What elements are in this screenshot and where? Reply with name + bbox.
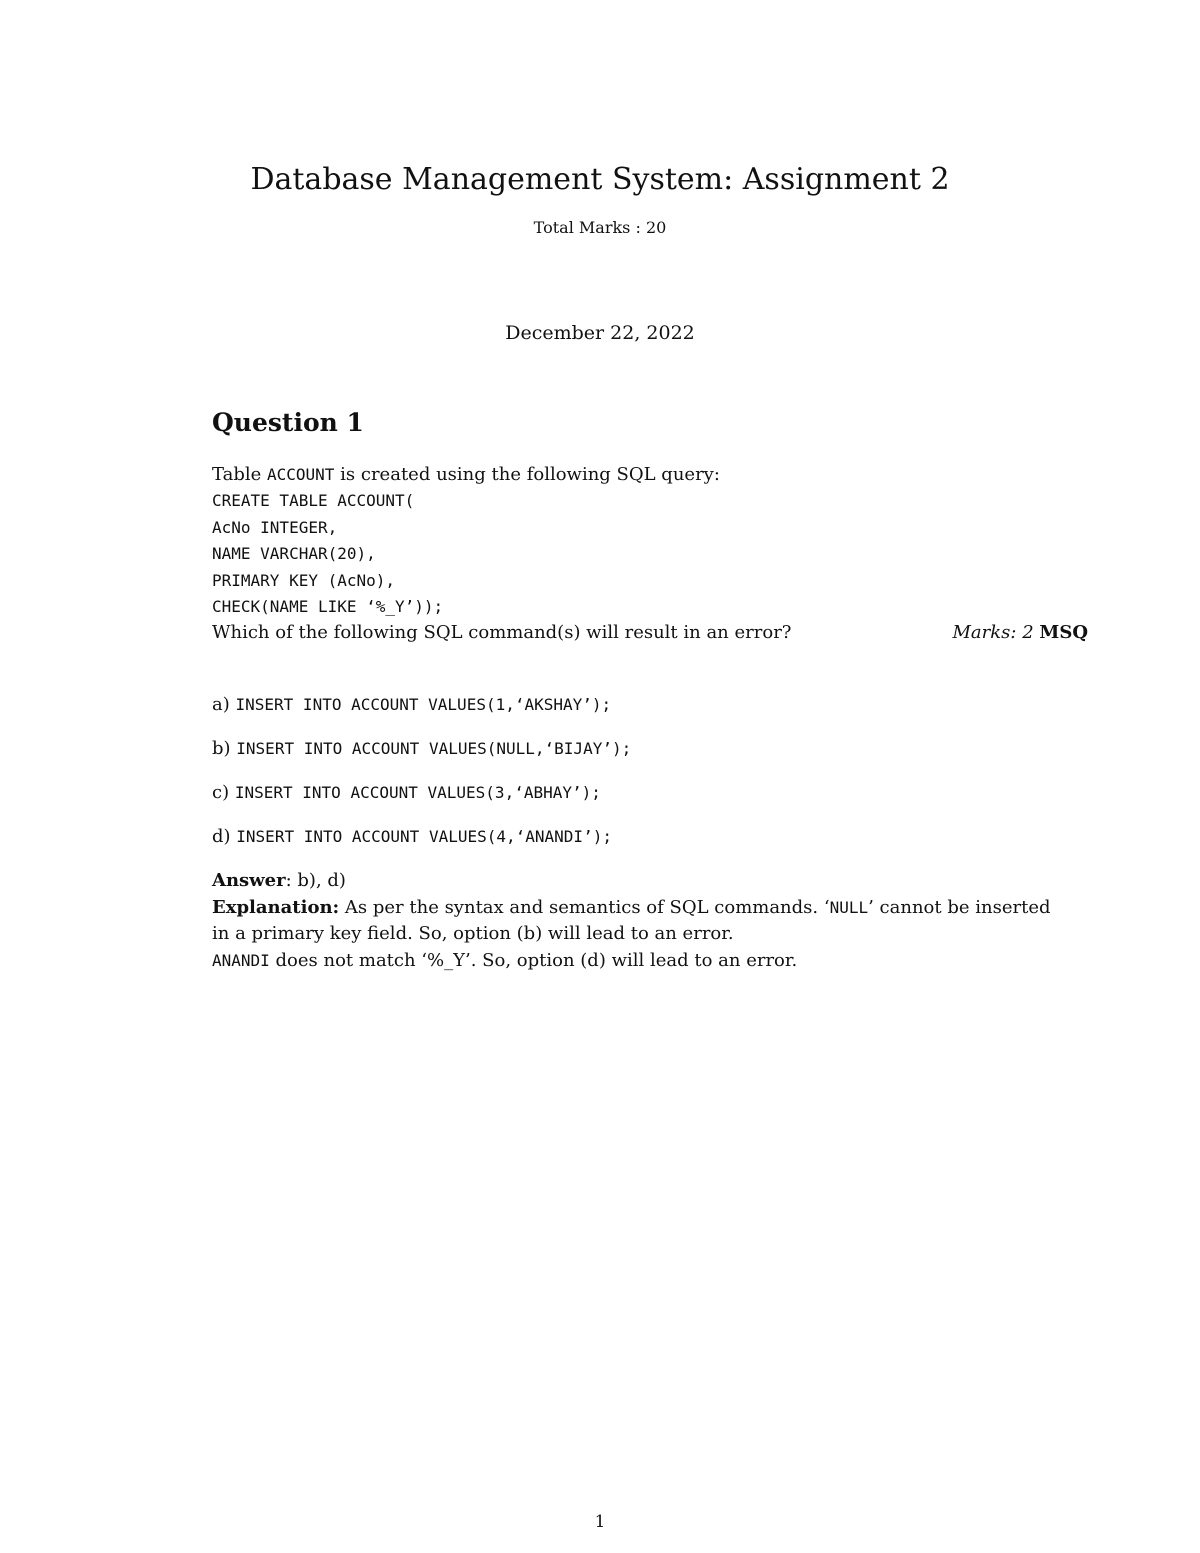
answer-block [212,868,1088,974]
option-text: INSERT INTO ACCOUNT VALUES(1,‘AKSHAY’); [235,695,612,714]
explanation-line-3 [212,948,1088,975]
intro-suffix: is created using the following SQL query: [334,464,720,485]
option-d [212,824,612,850]
code-line: CHECK(NAME LIKE ‘%_Y’)); [212,597,444,616]
document-date: December 22, 2022 [505,322,695,344]
explanation-line-2: in a primary key field. So, option (b) will lead to an error. [212,923,734,944]
explanation-code: ANANDI [212,950,270,970]
option-c [212,780,601,806]
document-title: Database Management System: Assignment 2 [250,162,950,197]
code-line: CREATE TABLE ACCOUNT( [212,491,415,510]
intro-prefix: Table [212,464,267,485]
explanation-text: ’ cannot be inserted [868,896,1051,918]
option-label: d) [212,826,231,847]
question-marks [952,620,1088,647]
option-text: INSERT INTO ACCOUNT VALUES(4,‘ANANDI’); [236,827,612,846]
question-intro [212,462,1088,489]
total-marks: Total Marks : 20 [533,218,667,237]
code-line: AcNo INTEGER, [212,517,338,537]
answer-label: Answer [212,870,286,891]
marks-type: MSQ [1039,622,1088,643]
option-b [212,736,631,762]
answer-line [212,868,1088,895]
code-line: NAME VARCHAR(20), [212,544,376,563]
marks-label: Marks: [952,622,1017,643]
option-a [212,692,611,718]
option-label: b) [212,738,231,759]
explanation-line-1 [212,895,1088,922]
option-text: INSERT INTO ACCOUNT VALUES(3,‘ABHAY’); [234,783,601,802]
page-number: 1 [594,1512,606,1532]
explanation-text: does not match ‘%_Y’. So, option (d) will lead to an error. [269,949,798,971]
code-line: PRIMARY KEY (AcNo), [212,570,396,590]
option-label: a) [212,694,230,715]
option-label: c) [212,782,230,803]
question-prompt: Which of the following SQL command(s) will result in an error? [212,622,792,643]
question-prompt-row [212,620,1088,647]
explanation-label: Explanation: [212,896,340,918]
intro-table-name: ACCOUNT [267,465,335,484]
sql-create-code [212,488,443,621]
question-heading: Question 1 [212,408,364,437]
explanation-text: As per the syntax and semantics of SQL commands. ‘ [339,896,830,918]
marks-value: 2 [1022,622,1034,643]
option-text: INSERT INTO ACCOUNT VALUES(NULL,‘BIJAY’); [236,739,632,758]
explanation-code: NULL [829,897,869,917]
answer-value: : b), d) [285,870,346,891]
